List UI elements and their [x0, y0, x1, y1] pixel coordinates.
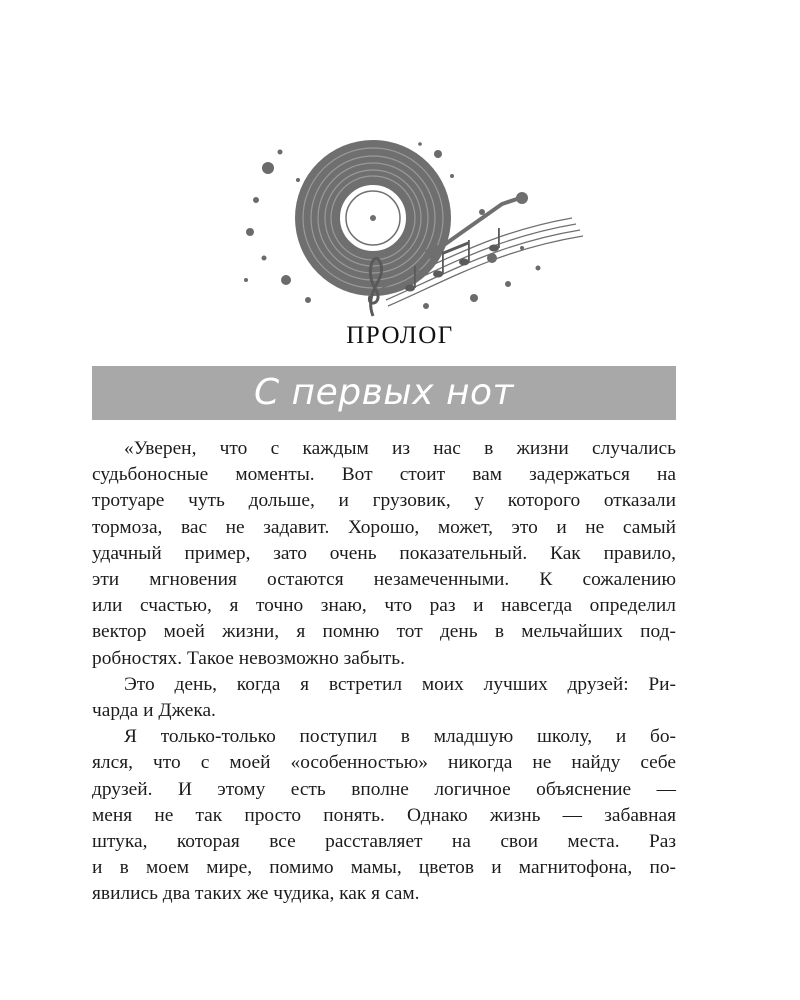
vinyl-record-with-music-notes-icon: [238, 140, 588, 320]
chapter-title: С первых нот: [253, 372, 515, 413]
text-line: и в моем мире, помимо мамы, цветов и магнитофона, по-: [92, 857, 676, 879]
text-line: штука, которая все расставляет на свои места. Раз: [92, 831, 676, 853]
text-line: эти мгновения остаются незамеченными. К сожалению: [92, 569, 676, 591]
text-line: явились два таких же чудика, как я сам.: [92, 883, 420, 905]
text-line: тротуаре чуть дольше, и грузовик, у которого отказали: [92, 490, 676, 512]
text-line: ялся, что с моей «особенностью» никогда не найду себе: [92, 752, 676, 774]
text-line: Это день, когда я встретил моих лучших друзей: Ри-: [124, 673, 676, 695]
prologue-body-text: [92, 436, 676, 908]
text-line: друзей. И этому есть вполне логичное объяснение —: [92, 778, 676, 800]
text-line: или счастью, я точно знаю, что раз и навсегда определил: [92, 595, 676, 617]
text-line: вектор моей жизни, я помню тот день в мельчайших под-: [92, 621, 676, 643]
paragraph: [92, 672, 676, 724]
text-line: чарда и Джека.: [92, 700, 216, 722]
text-line: Я только-только поступил в младшую школу, и бо-: [124, 726, 676, 748]
text-line: тормоза, вас не задавит. Хорошо, может, это и не самый: [92, 516, 676, 538]
text-line: меня не так просто понять. Однако жизнь — забавная: [92, 804, 676, 826]
text-line: робностях. Такое невозможно забыть.: [92, 647, 405, 669]
text-line: «Уверен, что с каждым из нас в жизни случались: [124, 438, 676, 459]
text-line: судьбоносные моменты. Вот стоит вам задержаться на: [92, 464, 676, 486]
paragraph: [92, 436, 676, 672]
chapter-label: ПРОЛОГ: [346, 322, 454, 349]
paragraph: [92, 724, 676, 907]
chapter-title-banner: [92, 366, 676, 420]
text-line: удачный пример, зато очень показательный. Как правило,: [92, 542, 676, 564]
